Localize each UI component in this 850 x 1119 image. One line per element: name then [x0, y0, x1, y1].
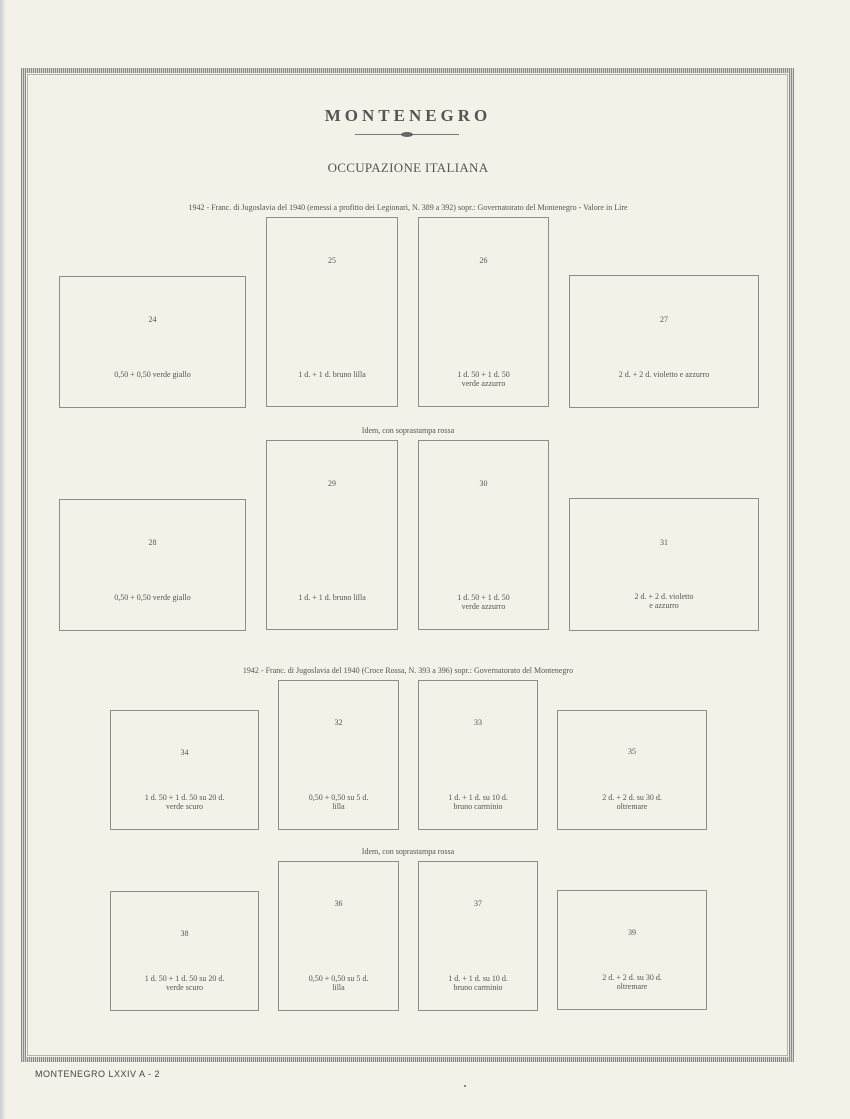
stamp-description: 2 d. + 2 d. violetto — [634, 592, 694, 601]
stamp-description: 0,50 + 0,50 verde giallo — [114, 370, 191, 379]
stamp-description: 1 d. + 1 d. bruno lilla — [298, 370, 366, 379]
stamp-description-line2: bruno carminio — [453, 802, 503, 811]
stamp-number: 39 — [628, 928, 636, 937]
section-caption-1: 1942 - Franc. di Jugoslavia del 1940 (emessi a profitto dei Legionari, N. 389 a 392) sopr.: Governatorato del Montenegro - Valore in Lire — [188, 203, 628, 212]
stamp-description-line2: bruno carminio — [453, 983, 503, 992]
stamp-description-line2: verde azzurro — [461, 379, 506, 388]
title-ornament — [355, 132, 459, 137]
stamp-number: 28 — [148, 538, 157, 547]
stamp-number: 25 — [328, 256, 336, 265]
stamp-description: 2 d. + 2 d. violetto e azzurro — [618, 370, 710, 379]
stamp-box — [59, 499, 246, 631]
stamp-box — [418, 861, 538, 1011]
stamp-description-line2: verde scuro — [165, 983, 204, 992]
stamp-description-line2: e azzurro — [649, 601, 679, 610]
stamp-box — [278, 680, 399, 830]
stamp-description: 1 d. 50 + 1 d. 50 su 20 d. — [144, 974, 225, 983]
stamp-description-line2: lilla — [332, 802, 345, 811]
stamp-description-line2: oltremare — [616, 802, 648, 811]
stamp-description: 1 d. 50 + 1 d. 50 — [457, 370, 510, 379]
stamp-box — [266, 217, 398, 407]
stamp-description: 2 d. + 2 d. su 30 d. — [602, 793, 662, 802]
stamp-description: 1 d. 50 + 1 d. 50 — [457, 593, 510, 602]
stamp-box — [418, 680, 538, 830]
page-title: MONTENEGRO — [324, 106, 492, 125]
stamp-number: 35 — [628, 747, 636, 756]
page-subtitle: OCCUPAZIONE ITALIANA — [327, 160, 489, 175]
stamp-number: 34 — [180, 748, 189, 757]
stamp-description-line2: verde scuro — [165, 802, 204, 811]
stamp-number: 37 — [474, 899, 482, 908]
stamp-description: 1 d. + 1 d. su 10 d. — [448, 793, 508, 802]
stamp-box — [557, 710, 707, 830]
stamp-description: 1 d. + 1 d. su 10 d. — [448, 974, 508, 983]
stamp-number: 29 — [328, 479, 336, 488]
stamp-number: 26 — [479, 256, 488, 265]
stamp-number: 36 — [334, 899, 343, 908]
stamp-description-line2: oltremare — [616, 982, 648, 991]
stamp-description: 2 d. + 2 d. su 30 d. — [602, 973, 662, 982]
stamp-box — [569, 275, 759, 408]
stamp-box — [418, 440, 549, 630]
section-caption-3: 1942 - Franc. di Jugoslavia del 1940 (Croce Rossa, N. 393 a 396) sopr.: Governatorato del Montenegro — [242, 666, 574, 675]
stamp-number: 30 — [479, 479, 488, 488]
stamp-description: 1 d. 50 + 1 d. 50 su 20 d. — [144, 793, 225, 802]
section-caption-4: Idem, con soprastampa rossa — [361, 847, 455, 856]
stamp-description: 1 d. + 1 d. bruno lilla — [298, 593, 366, 602]
stamp-box — [557, 890, 707, 1010]
stamp-box — [110, 891, 259, 1011]
stamp-description-line2: lilla — [332, 983, 345, 992]
stamp-description: 0,50 + 0,50 su 5 d. — [308, 793, 369, 802]
stamp-box — [110, 710, 259, 830]
stamp-number: 38 — [180, 929, 189, 938]
stamp-number: 27 — [660, 315, 668, 324]
stamp-number: 31 — [660, 538, 668, 547]
stamp-box — [418, 217, 549, 407]
section-caption-2: Idem, con soprastampa rossa — [361, 426, 455, 435]
stamp-box — [266, 440, 398, 630]
stamp-description: 0,50 + 0,50 verde giallo — [114, 593, 191, 602]
stamp-number: 24 — [148, 315, 157, 324]
page-footer: MONTENEGRO LXXIV A - 2 — [35, 1069, 161, 1079]
stamp-number: 32 — [334, 718, 343, 727]
stamp-box — [569, 498, 759, 631]
stamp-description: 0,50 + 0,50 su 5 d. — [308, 974, 369, 983]
stamp-box — [278, 861, 399, 1011]
stamp-number: 33 — [474, 718, 482, 727]
stamp-description-line2: verde azzurro — [461, 602, 506, 611]
paper-speck — [464, 1085, 466, 1087]
stamp-box — [59, 276, 246, 408]
